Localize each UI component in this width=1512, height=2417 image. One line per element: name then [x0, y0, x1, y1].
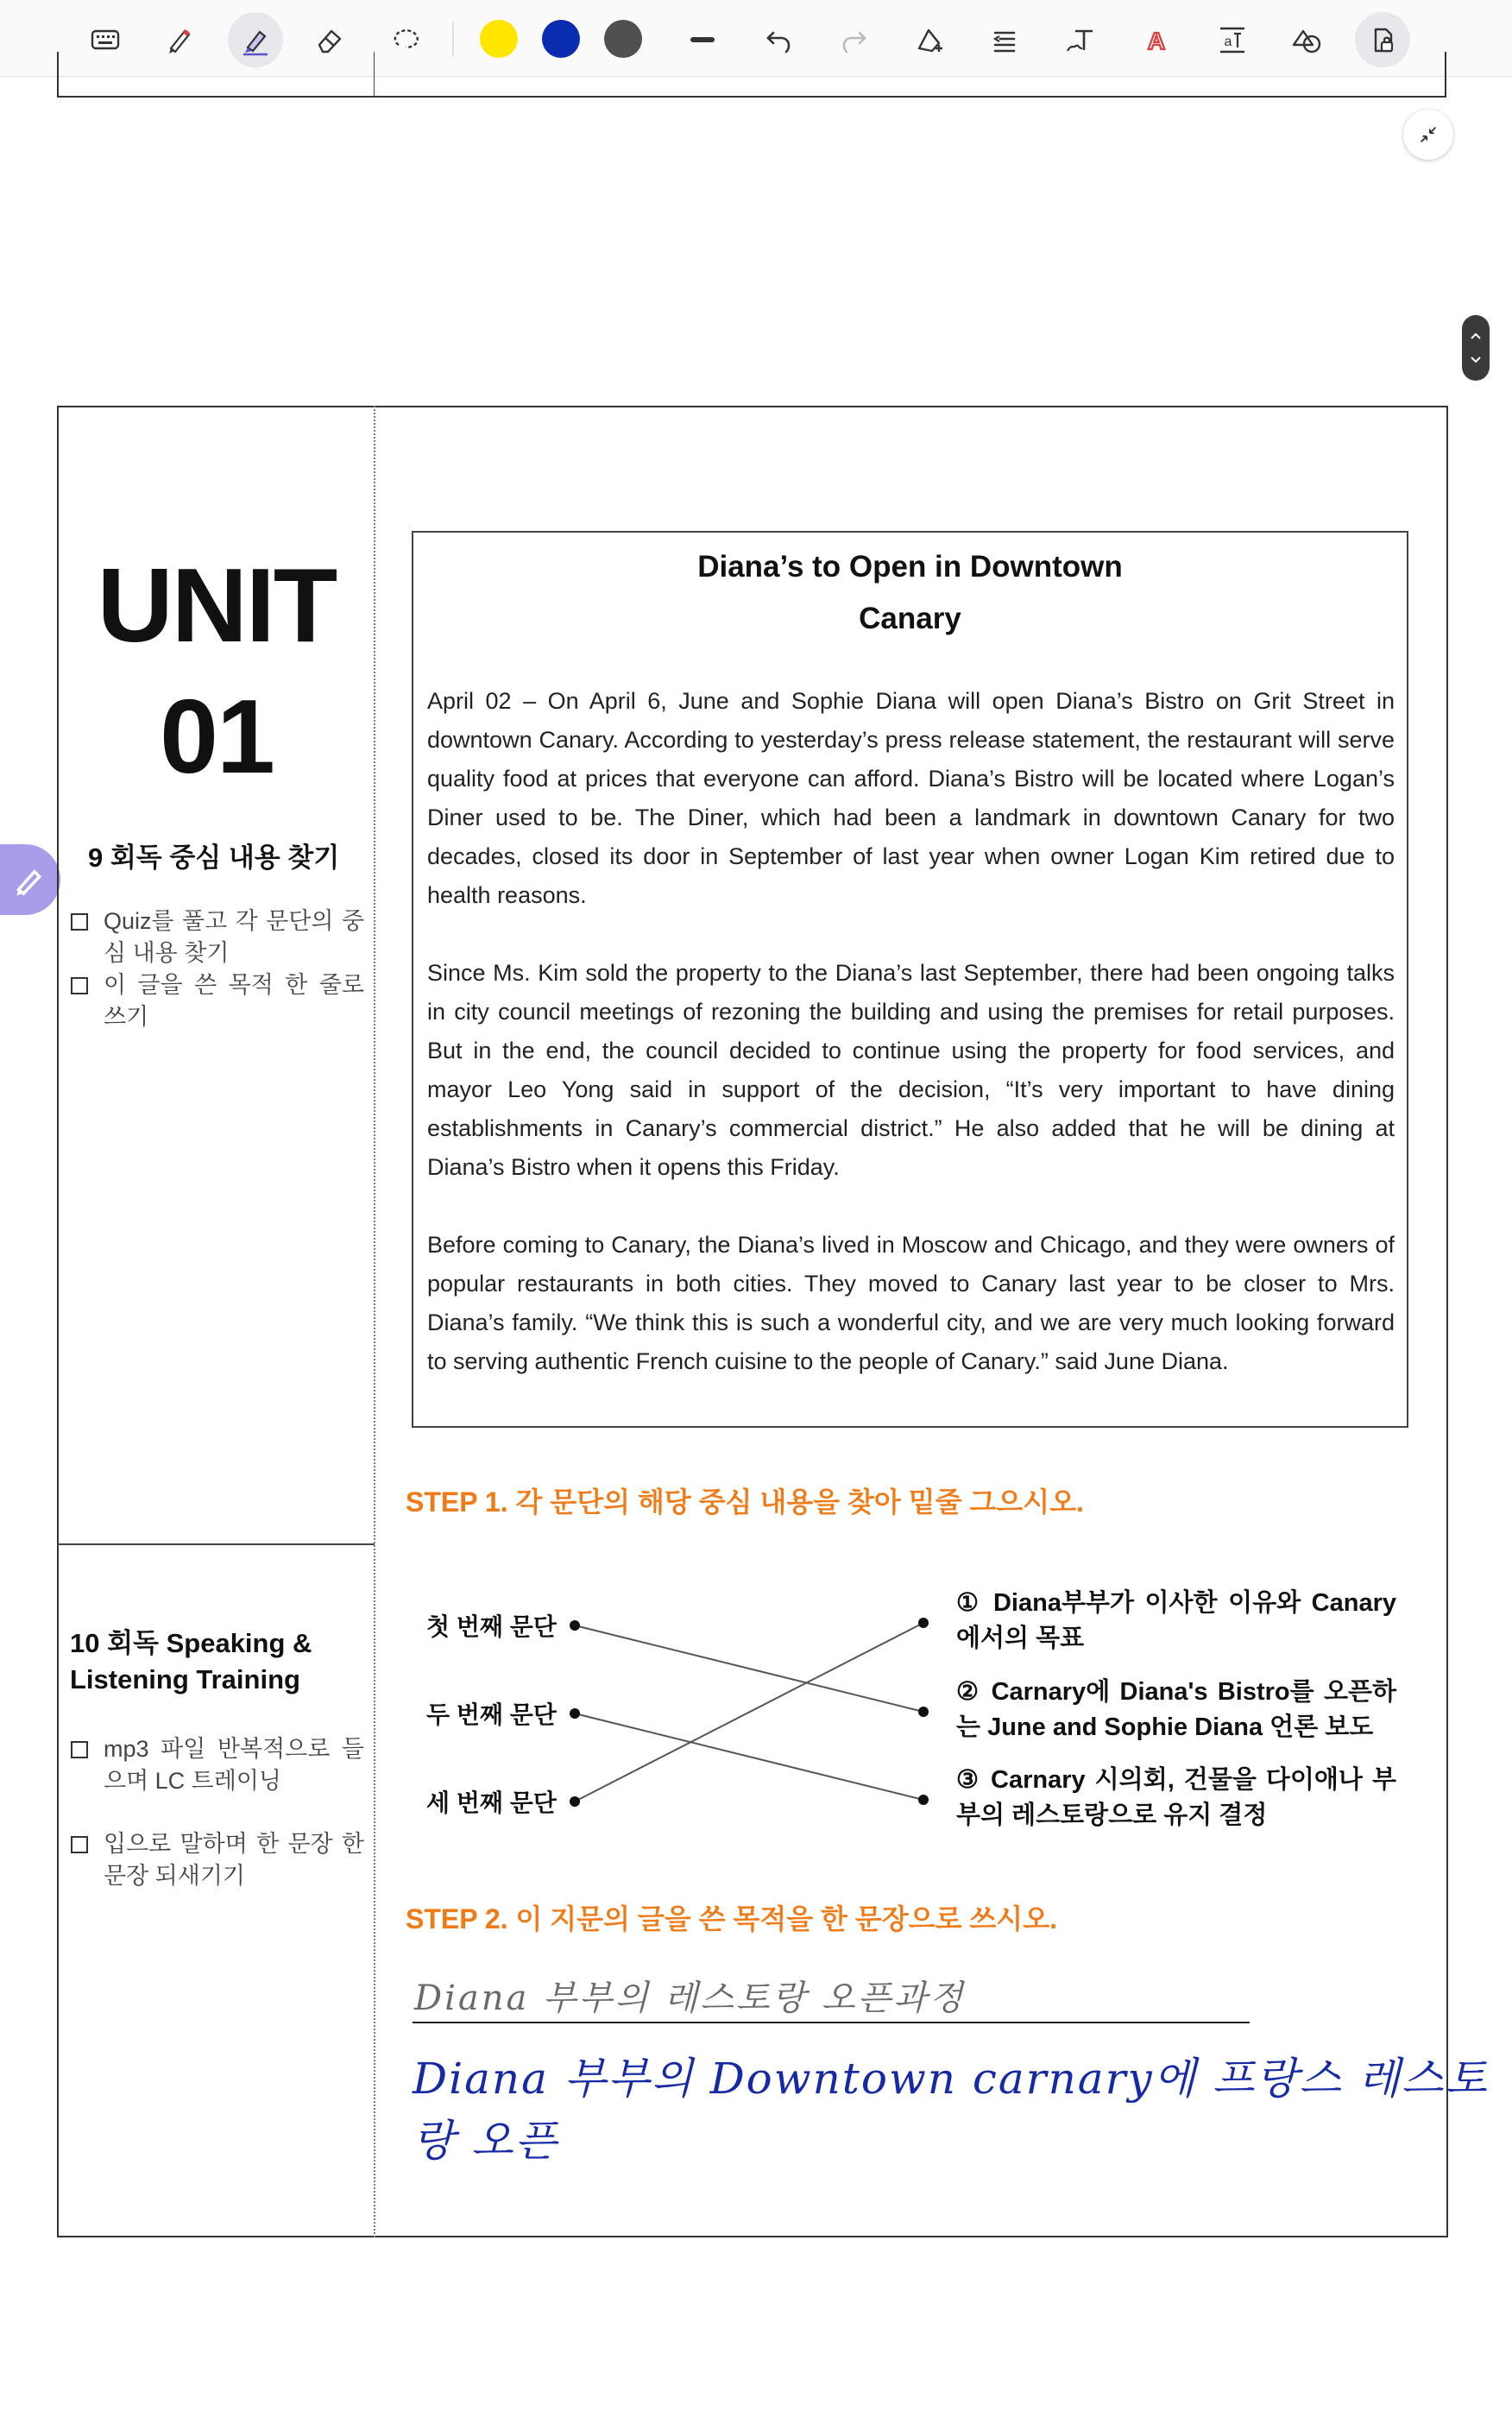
checklist-item-label: Quiz를 풀고 각 문단의 중심 내용 찾기 [104, 908, 364, 966]
previous-page-divider [374, 52, 375, 98]
option-2: ② Carnary에 Diana's Bistro를 오픈하는 June and Sophie Diana 언론 보도 [956, 1678, 1396, 1741]
unit-title [59, 540, 375, 802]
article-title [413, 541, 1407, 645]
option-3: ③ Carnary 시의회, 건물을 다이애나 부부의 레스토랑으로 유지 결정 [956, 1766, 1396, 1829]
section-10-item [71, 1828, 364, 1892]
article-paragraph-2: Since Ms. Kim sold the property to the Diana’s last September, there had been ongoing talks in city council meetings of rezoning the building and using the premises for retail purposes. But in the end, the council decided to continue using the property for food services, and mayor Leo Yong said in support of the decision, “It’s very important to have dining establishments in Canary’s commercial district.” He also added that he will be dining at Diana’s Bistro when it opens this Friday. [427, 960, 1395, 1180]
paragraph-label-1: 첫 번째 문단 [426, 1613, 557, 1640]
scroll-up-down-icon [1467, 326, 1484, 369]
section-10-title [70, 1625, 312, 1698]
checklist-item-label: 입으로 말하며 한 문장 한 문장 되새기기 [104, 1831, 364, 1889]
checkbox[interactable] [71, 913, 88, 931]
svg-text:A: A [1147, 28, 1166, 54]
unit-number: 01 [160, 678, 274, 795]
sidebar-divider [57, 1543, 375, 1545]
checkbox[interactable] [71, 1741, 88, 1758]
checkbox[interactable] [71, 1836, 88, 1853]
handwritten-answer-blue: Diana 부부의 Downtown carnary에 프랑스 레스토랑 오픈 [413, 2054, 1489, 2166]
paragraph-label-2: 두 번째 문단 [426, 1701, 557, 1728]
collapse-arrows-icon [1416, 123, 1440, 147]
section-10-title-line: Listening Training [70, 1664, 300, 1694]
step-2-title: STEP 2. 이 지문의 글을 쓴 목적을 한 문장으로 쓰시오. [406, 1903, 1058, 1934]
page-scroll-handle[interactable] [1462, 315, 1490, 381]
checklist-item-label: 이 글을 쓴 목적 한 줄로 쓰기 [104, 972, 364, 1030]
handwritten-answer-gray: Diana 부부의 레스토랑 오픈과정 [414, 1978, 966, 2018]
svg-text:a: a [1224, 35, 1232, 49]
section-10-item [71, 1733, 364, 1797]
pen-icon [9, 860, 48, 899]
section-9-item [71, 969, 364, 1033]
article-paragraph-1: April 02 – On April 6, June and Sophie Diana will open Diana’s Bistro on Grit Street in downtown Canary. According to yesterday’s press release statement, the restaurant will serve quality food at prices that everyone can afford. Diana’s Bistro will be located where Logan’s Diner used to be. The Diner, which had been a landmark in downtown Canary for two decades, closed its door in September of last year when owner Logan Kim retired due to health reasons. [427, 688, 1395, 908]
step-1-title: STEP 1. 각 문단의 해당 중심 내용을 찾아 밑줄 그으시오. [406, 1486, 1084, 1518]
section-10-title-line: 10 회독 Speaking & [70, 1628, 312, 1658]
option-1: ① Diana부부가 이사한 이유와 Canary에서의 목표 [956, 1589, 1396, 1652]
floating-pen-button[interactable] [0, 844, 60, 915]
checklist-item-label: mp3 파일 반복적으로 들으며 LC 트레이닝 [104, 1736, 364, 1794]
article-paragraph-3: Before coming to Canary, the Diana’s lived in Moscow and Chicago, and they were owners of popular restaurants in both cities. They moved to Canary last year to be closer to Mrs. Diana’s family. “We think this is such a wonderful city, and we are very much looking forward to serving authentic French cuisine to the people of Canary.” said June Diana. [427, 1232, 1395, 1374]
answer-line [413, 2022, 1250, 2023]
article-title-line: Canary [859, 602, 961, 635]
unit-label: UNIT [97, 546, 337, 664]
article-title-line: Diana’s to Open in Downtown [697, 550, 1123, 584]
section-9-title: 9 회독 중심 내용 찾기 [88, 842, 340, 873]
paragraph-label-3: 세 번째 문단 [426, 1789, 557, 1816]
article-box [412, 531, 1408, 1428]
previous-page-bottom [57, 52, 1446, 98]
section-9-item [71, 906, 364, 969]
minimize-button[interactable] [1403, 110, 1453, 160]
checkbox[interactable] [71, 977, 88, 994]
